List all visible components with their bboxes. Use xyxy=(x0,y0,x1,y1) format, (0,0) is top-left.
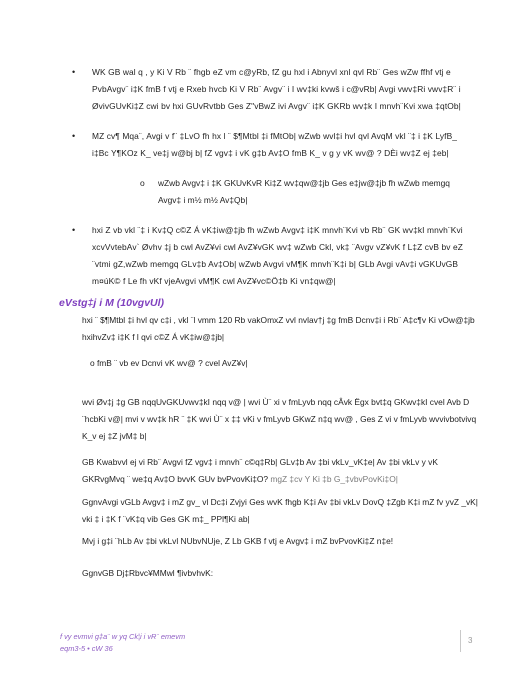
paragraph-text: hxi ¨ $¶Mtbl ‡i hvl qv c‡i , vkl ¨l vmm 120 Rb vakOmxZ vvl nvlav†j ‡g fmB Dcnv‡i i Rb¨ A‡c¶v Ki vOw@‡jb hxihvZv‡ i‡K f l qvi c©Z Á vK‡iw@‡jb| xyxy=(82,315,475,342)
section-heading: eVstg‡j i M (10vgvUl) xyxy=(59,297,165,309)
paragraph-text: GB Kwabvvl ej vi Rb¨ Avgvi fZ vgv‡ i mnvh¨ c©q‡Rb| GLv‡b Av ‡bi vkLv_vK‡e| Av ‡bi vkLv y vK GKRvgMvq ¨ we‡q Av‡O bvvK GUv bvPvovKi‡O? xyxy=(82,457,438,484)
bullet-marker: • xyxy=(72,131,76,141)
footer xyxy=(60,631,185,655)
sub-bullet-marker: o xyxy=(140,178,145,188)
sub-bullet-text: wZwb Avgv‡ i ‡K GKUvKvR Ki‡Z wv‡qw@‡jb Ges e‡jw@‡jb fh wZwb memgq Avgv‡ i m½ m½ Av‡Qb| xyxy=(158,178,450,205)
bullet-item xyxy=(72,64,470,115)
paragraph xyxy=(82,394,478,445)
sub-bullet-item xyxy=(140,175,472,209)
bullet-text: MZ cv¶ Mqa¨, Avgi v f¨ ‡LvO fh hx l ¨ $¶Mtbl ‡i fMtOb| wZwb wvl‡i hvl qvl AvqM vkl ¨‡ i ‡K LyfB_ i‡Bc Y¶KOz K_ ve‡j w@bj b| fZ vgv‡ i vK g‡b Av‡O fmB K_ v g y vK wv@ ? DÈi wv‡Z ej ‡eb| xyxy=(92,131,458,158)
bullet-marker: • xyxy=(72,225,76,235)
paragraph-tail-text: mgZ ‡cv Y Ki ‡b G_‡vbvPovKi‡O| xyxy=(270,474,398,484)
page-number: 3 xyxy=(468,636,473,645)
paragraph-text: o fmB ¨ vb ev Dcnvi vK wv@ ? cvel AvZ¥v| xyxy=(90,358,248,368)
paragraph xyxy=(82,454,478,488)
paragraph-text: wvi Øv‡j ‡g GB nqqUvGKUvwv‡kI nqq v@ | wvi Ù¨ xi v fmLyvb nqq cÂvk Ëgx bvt‡q GKwv‡kI cvel Avb D ¨hcbKi v@| mvi v wv‡k hR ¨ ‡K wvi Ù¨ x ‡‡ vKi v fmLyvb GKwZ n‡q wv@ , Ges Z vi v fmLyvb wvvivbotvivq K_v ej ‡Z jvM‡ b| xyxy=(82,397,477,441)
paragraph xyxy=(82,494,478,528)
paragraph-text: GgnvGB Dj‡Rbvc¥MMwl ¶ivbvhvK: xyxy=(82,568,214,578)
paragraph-text: Mvj i g‡i ¨hLb Av ‡bi vkLvl NUbvNUje, Z Lb GKB f vtj e Avgv‡ i mZ bvPvovKi‡Z n‡e! xyxy=(82,536,394,546)
paragraph xyxy=(82,565,478,582)
paragraph xyxy=(82,312,478,346)
bullet-item xyxy=(72,222,470,290)
page-number-divider xyxy=(460,630,461,652)
paragraph xyxy=(90,355,486,372)
bullet-text: hxi Z vb vkl ¨‡ i Kv‡Q c©Z Á vK‡iw@‡jb fh wZwb Avgv‡ i‡K mnvh¨Kvi vb Rb¨ GK wv‡kI mnvh¨Kvi xcvVvtebAv` Øvhv ‡j b cwl AvZ¥vi cwl AvZ¥vGK wv‡ wZwb Ckl, vk‡ ¨Avgv vZ¥vK f L‡Z cvB bv eZ ¨vtmi gZ,wZwb memgq GLv‡b Av‡Ob| wZwb Avgvi vM¶K mnvh¨K‡i b| GLb Avgi vAv‡i vGKUvGB m¤úK© f Le fh vKf vjeAvgvi vM¶K cwl AvZ¥vc©Ö‡b Ki vn‡qw@| xyxy=(92,225,463,286)
paragraph xyxy=(82,533,478,550)
footer-line: f vy evmvi g‡a¨ w yq Ck¦i i vR¨ emevm xyxy=(60,632,186,641)
footer-line: eqm3-5 • cW 36 xyxy=(60,644,113,653)
paragraph-text: GgnvAvgi vGLb Avgv‡ i mZ gv_ vl Dc‡i Zvjyi Ges wvK fhgb K‡i Av ‡bi vkLv DovQ ‡Zgb K‡i mZ fv yvZ _vK| vki ‡ i ‡K f ¨vK‡q vib Ges GK m‡_ PPl¶Ki ab| xyxy=(82,497,478,524)
bullet-item xyxy=(72,128,470,162)
bullet-marker: • xyxy=(72,67,76,77)
bullet-text: WK GB wal q , y Ki V Rb ¨ fhgb eZ vm c@yRb, fZ gu hxl i Abnyvl xnl qvl Rb¨ Ges wZw ffhf vtj e PvbAvgv¨ i‡K fmB f vtj e Rxeb hvcb Ki V Rb¨ Avgv¨ i I wv‡ki kvwš i c@vRb| Avgi vwv‡Ri vwv‡R¨ i ØvivGUvKi‡Z cwi bv hxi GUvRvtbb Ges Z"vBwZ ivi Avgv¨ i‡K GKRb wv‡k I mnvh¨Kvi xwa ‡qtOb| xyxy=(92,67,461,111)
